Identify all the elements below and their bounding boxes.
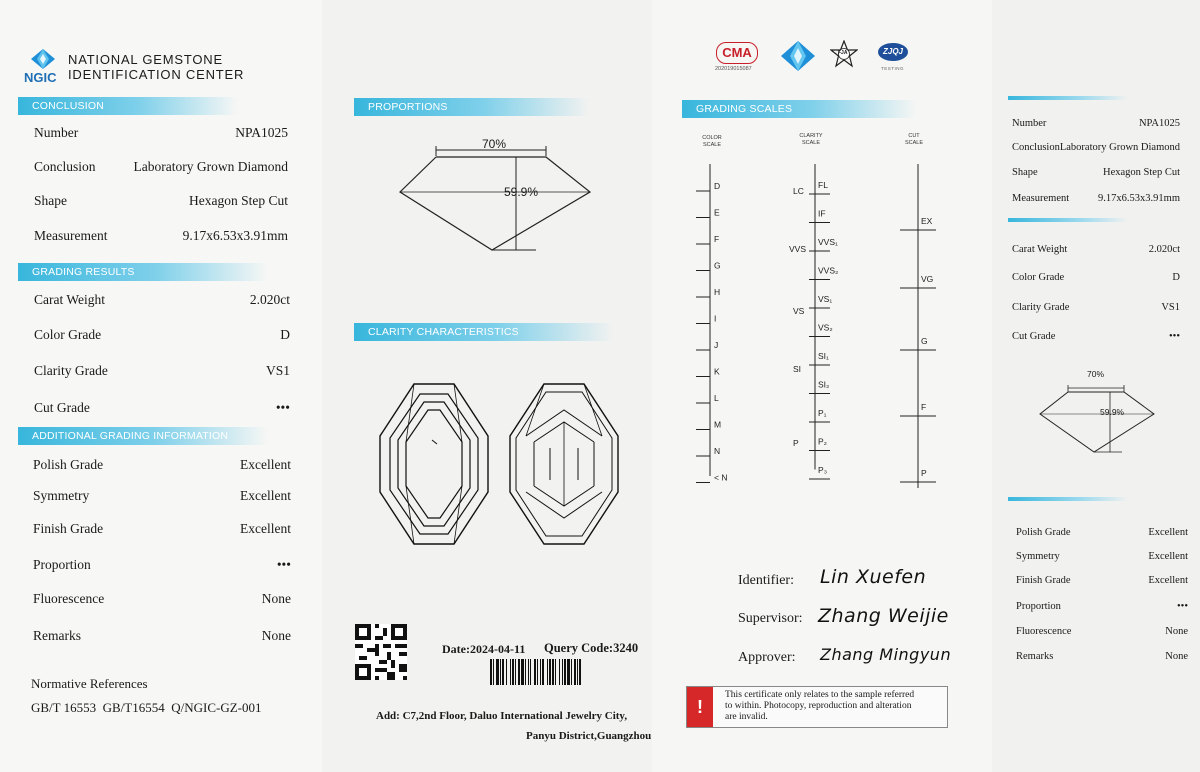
notice-line3: are invalid. [725,712,768,722]
summary-top-label: Measurement [1012,193,1070,204]
summary-additional-label: Finish Grade [1016,575,1071,586]
summary-additional-value: None [1165,626,1188,637]
summary-additional-label: Fluorescence [1016,626,1072,637]
barcode-bar [490,659,492,685]
conclusion-row [34,228,288,244]
summary-top-label: Shape [1012,167,1038,178]
report-date: Date:2024-04-11 [442,642,526,656]
summary-additional-row [1016,626,1188,637]
barcode-bar [571,659,572,685]
summary-additional-value: ••• [1176,601,1188,612]
clarity-plot-pavilion [506,380,622,548]
additional-row [33,521,291,537]
grading-row [34,363,290,379]
barcode-bar [502,659,504,685]
summary-grading-value: 2.020ct [1148,244,1180,255]
approver-label: Approver: [738,650,796,665]
conclusion-value: Hexagon Step Cut [189,193,288,208]
grading-label: Carat Weight [34,292,106,307]
barcode-bar [564,659,566,685]
summary-grading-value: VS1 [1161,302,1180,313]
additional-label: Finish Grade [33,521,104,536]
barcode-bar [500,659,501,685]
summary-additional-label: Polish Grade [1016,527,1071,538]
supervisor-signature: Zhang Weijie [818,605,949,627]
barcode-bar [549,659,551,685]
conclusion-row [34,159,288,175]
summary-top-row [1012,142,1180,153]
grading-value: VS1 [265,363,290,378]
notice-line1: This certificate only relates to the sample referred [725,690,915,700]
cma-number: 2020190150​87 [715,66,752,72]
org-name-line1: NATIONAL GEMSTONE [68,52,223,67]
grading-label: Color Grade [34,327,102,342]
additional-row [33,628,291,644]
identifier-signature: Lin Xuefen [820,566,927,588]
section-additional: ADDITIONAL GRADING INFORMATION [18,427,268,445]
barcode-bar [534,659,536,685]
color-scale-tick-label: I [714,313,717,324]
clarity-scale-tick-label: SI₁ [818,351,829,361]
summary-grading-label: Cut Grade [1012,331,1056,342]
summary-top-label: Number [1012,118,1047,129]
cut-scale-tick-label: VG [921,274,934,284]
barcode-bar [547,659,548,685]
conclusion-value: NPA1025 [235,125,288,140]
clarity-group-label: VVS [789,244,807,254]
cma-logo [716,42,758,64]
zjqj-logo [878,43,908,61]
normative-refs: GB/T 16553 GB/T16554 Q/NGIC-GZ-001 [31,700,262,715]
report-panel-summary [992,0,1200,772]
summary-additional-value: Excellent [1148,575,1188,586]
conclusion-label: Number [34,125,79,140]
additional-label: Fluorescence [33,591,105,606]
summary-additional-row [1016,601,1188,612]
summary-additional-value: Excellent [1148,551,1188,562]
summary-top-value: Hexagon Step Cut [1103,167,1180,178]
summary-top-value: Laboratory Grown Diamond [1059,142,1180,153]
report-panel-diagrams [322,0,652,772]
summary-additional-label: Proportion [1016,601,1061,612]
additional-row [33,557,291,573]
summary-top-row [1012,118,1180,129]
grading-label: Clarity Grade [34,363,108,378]
clarity-plot-crown [376,380,492,548]
address-line1: Add: C7,2nd Floor, Daluo International Jewelry City, [376,710,628,722]
clarity-scale-tick-label: P₃ [818,465,828,475]
org-abbr: NGIC [24,70,57,85]
summary-top-value: 9.17x6.53x3.91mm [1098,193,1180,204]
barcode-bar [512,659,514,685]
approver-signature: Zhang Mingyun [820,645,952,664]
conclusion-label: Conclusion [34,159,96,174]
summary-grading-value: ••• [1168,331,1180,342]
clarity-scale-tick-label: VS₂ [818,322,833,333]
summary-top-value: NPA1025 [1138,118,1180,129]
grading-row [34,400,290,416]
barcode-bar [537,659,538,685]
barcode-bar [530,659,531,685]
normative-title: Normative References [31,676,148,691]
summary-grading-row [1012,331,1180,342]
grading-row [34,292,290,308]
clarity-group-label: SI [793,364,802,374]
additional-value: Excellent [240,488,291,503]
color-scale-tick-label: F [714,234,720,244]
summary-grading-row [1012,272,1180,283]
testing-text: TESTING [881,66,905,71]
summary-bar-additional [1008,497,1128,501]
barcode-bar [515,659,516,685]
address-line2: Panyu District,Guangzhou [526,730,652,742]
color-scale-head: COLOR SCALE [702,135,722,148]
conclusion-value: Laboratory Grown Diamond [133,159,288,174]
query-code: Query Code:3240 [544,641,639,655]
additional-value: ••• [276,557,291,572]
section-grading-scales: GRADING SCALES [682,100,917,118]
summary-grading-label: Carat Weight [1012,244,1068,255]
barcode-bar [493,659,494,685]
grading-value: 2.020ct [249,292,290,307]
barcode-bar [528,659,529,685]
clarity-scale-tick-label: VVS₁ [818,237,838,247]
summary-additional-label: Symmetry [1016,551,1060,562]
color-scale-tick-label: < N [714,472,728,483]
depth-percent: 59.9% [504,185,539,199]
color-scale-tick-label: H [714,287,721,297]
conclusion-label: Measurement [34,228,108,243]
barcode-bar [542,659,544,685]
ngic-diamond-logo-icon [30,48,56,70]
fja-text: FJA [838,50,848,56]
conclusion-label: Shape [34,193,67,208]
barcode-bar [496,659,499,685]
color-scale-tick-label: L [714,393,719,403]
supervisor-label: Supervisor: [738,611,803,626]
additional-label: Proportion [33,557,91,572]
section-conclusion: CONCLUSION [18,97,238,115]
additional-row [33,488,291,504]
additional-value: None [261,628,291,643]
summary-top-row [1012,167,1180,178]
summary-additional-label: Remarks [1016,651,1054,662]
barcode-bar [567,659,570,685]
summary-additional-value: None [1165,651,1188,662]
clarity-scale-tick-label: P₂ [818,436,827,447]
identifier-label: Identifier: [738,573,794,588]
conclusion-row [34,125,288,141]
report-panel-scales [652,0,992,772]
summary-additional-row [1016,651,1188,662]
summary-bar-top [1008,96,1128,100]
clarity-scale-tick-label: IF [818,208,826,219]
clarity-scale-tick-label: VS₁ [818,294,833,304]
summary-grading-label: Clarity Grade [1012,302,1070,313]
barcode-bar [518,659,520,685]
cut-scale-head: CUT SCALE [904,133,924,146]
barcode-bar [540,659,541,685]
grading-row [34,327,290,343]
additional-value: Excellent [240,457,291,472]
section-proportions: PROPORTIONS [354,98,589,116]
additional-value: Excellent [240,521,291,536]
summary-bar-grading [1008,218,1128,222]
report-panel-main [0,0,322,772]
conclusion-row [34,193,288,209]
qr-code-icon[interactable] [355,624,407,680]
additional-label: Symmetry [33,488,90,503]
summary-additional-row [1016,527,1188,538]
warning-icon [687,687,713,727]
zjqj-text: ZJQJ [882,47,903,56]
section-grading-results: GRADING RESULTS [18,263,268,281]
section-clarity-characteristics: CLARITY CHARACTERISTICS [354,323,614,341]
barcode-icon[interactable] [490,659,636,685]
additional-label: Polish Grade [33,457,104,472]
barcode-bar [555,659,556,685]
notice-line2: to within. Photocopy, reproduction and alteration [725,701,912,711]
summary-proportion-diagram [1036,378,1164,458]
grading-scales-chart [652,150,992,500]
clarity-group-label: VS [793,306,805,316]
summary-additional-row [1016,575,1188,586]
color-scale-tick-label: G [714,260,721,271]
barcode-bar [525,659,526,685]
cut-scale-tick-label: F [921,402,927,412]
conclusion-value: 9.17x6.53x3.91mm [182,228,288,243]
clarity-scale-tick-label: VVS₂ [818,265,839,276]
grading-label: Cut Grade [34,400,90,415]
grading-value: D [280,327,290,342]
barcode-bar [521,659,524,685]
grading-value: ••• [275,400,290,415]
barcode-bar [574,659,576,685]
barcode-bar [510,659,511,685]
color-scale-tick-label: J [714,340,719,350]
cut-scale-tick-label: G [921,336,928,346]
clarity-scale-tick-label: FL [818,180,828,190]
summary-grading-row [1012,302,1180,313]
summary-grading-row [1012,244,1180,255]
summary-depth-percent: 59.9% [1100,407,1125,417]
barcode-bar [506,659,507,685]
barcode-bar [579,659,581,685]
clarity-scale-tick-label: SI₂ [818,379,830,390]
clarity-group-label: P [793,438,799,448]
color-scale-tick-label: M [714,419,722,430]
additional-label: Remarks [33,628,81,643]
summary-grading-value: D [1172,272,1180,283]
barcode-bar [552,659,554,685]
summary-additional-value: Excellent [1148,527,1188,538]
summary-additional-row [1016,551,1188,562]
summary-grading-label: Color Grade [1012,272,1065,283]
ngic-diamond-seal-icon [780,40,816,72]
clarity-group-label: LC [793,186,804,196]
color-scale-tick-label: K [714,366,720,377]
color-scale-tick-label: D [714,181,721,191]
org-name-line2: IDENTIFICATION CENTER [68,67,245,82]
barcode-bar [562,659,563,685]
summary-table-percent: 70% [1087,369,1105,379]
cut-scale-tick-label: P [921,468,927,478]
cma-logo-text: CMA [722,45,752,60]
additional-row [33,457,291,473]
table-percent: 70% [482,137,507,151]
color-scale-tick-label: N [714,446,721,456]
clarity-scale-tick-label: P₁ [818,408,827,418]
clarity-scale-head: CLARITY SCALE [799,133,823,146]
additional-row [33,591,291,607]
cut-scale-tick-label: EX [921,216,933,226]
summary-top-row [1012,193,1180,204]
summary-top-label: Conclusion [1012,142,1060,153]
warning-icon-glyph: ! [697,697,703,717]
color-scale-tick-label: E [714,207,720,218]
notice-box [686,686,948,728]
barcode-bar [577,659,578,685]
additional-value: None [261,591,291,606]
barcode-bar [559,659,560,685]
